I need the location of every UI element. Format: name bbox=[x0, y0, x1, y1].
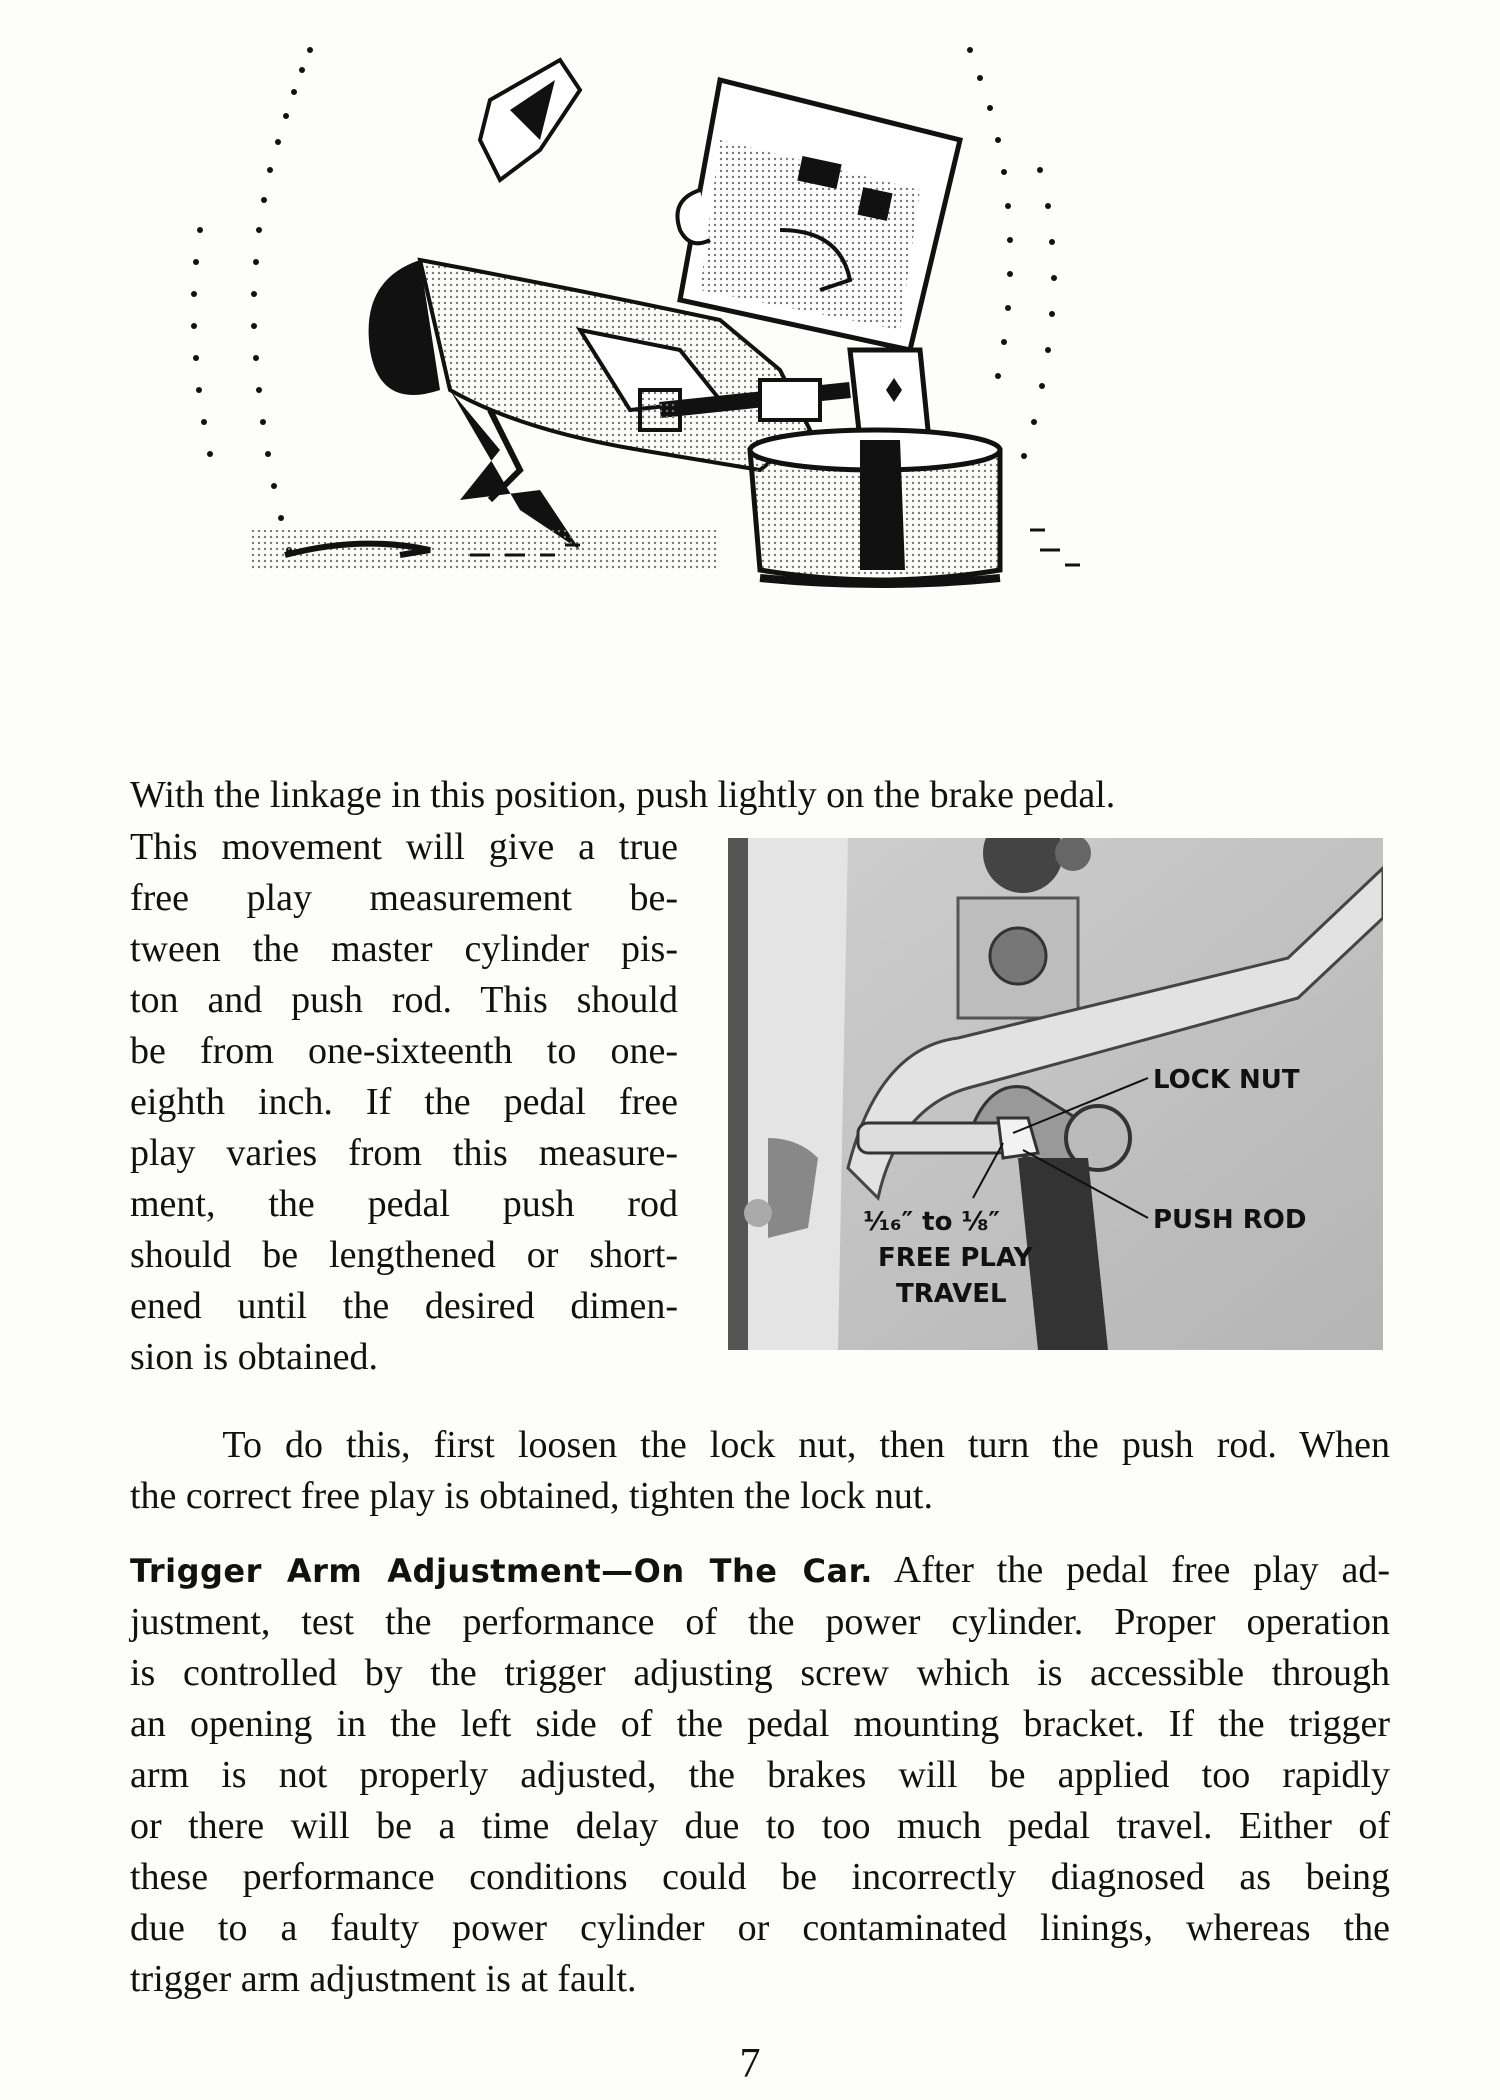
text-line: play varies from this measure- bbox=[130, 1132, 678, 1174]
text-line: trigger arm adjustment is at fault. bbox=[130, 1958, 637, 2000]
paragraph-trigger-arm bbox=[130, 1545, 1390, 2005]
text-line: This movement will give a true bbox=[130, 826, 678, 868]
text-line: free play measurement be- bbox=[130, 877, 678, 919]
text-line: should be lengthened or short- bbox=[130, 1234, 678, 1276]
text-line bbox=[130, 1545, 1390, 1597]
paragraph-lock-nut bbox=[130, 1420, 1390, 1522]
motion-dots-left bbox=[191, 47, 313, 553]
text-line: due to a faulty power cylinder or contaminated linings, whereas the bbox=[130, 1907, 1390, 1949]
travel-label-line3: TRAVEL bbox=[896, 1279, 1007, 1309]
text-line: these performance conditions could be incorrectly diagnosed as being bbox=[130, 1856, 1390, 1898]
text-line: sion is obtained. bbox=[130, 1336, 379, 1378]
text-line: arm is not properly adjusted, the brakes will be applied too rapidly bbox=[130, 1754, 1390, 1796]
text-line: eighth inch. If the pedal free bbox=[130, 1081, 678, 1123]
text-line: tween the master cylinder pis- bbox=[130, 928, 678, 970]
text-line: ton and push rod. This should bbox=[130, 979, 678, 1021]
section-heading: Trigger Arm Adjustment—On The Car. bbox=[130, 1552, 873, 1590]
intro-wrapped-text bbox=[130, 822, 678, 1383]
text-line-content: After the pedal free play ad- bbox=[893, 1549, 1391, 1591]
travel-label-line2: FREE PLAY bbox=[878, 1243, 1033, 1273]
lock-nut-label: LOCK NUT bbox=[1153, 1065, 1300, 1095]
text-line: be from one-sixteenth to one- bbox=[130, 1030, 678, 1072]
text-line: the correct free play is obtained, tighten the lock nut. bbox=[130, 1475, 933, 1517]
text-line: ment, the pedal push rod bbox=[130, 1183, 678, 1225]
text-line: an opening in the left side of the pedal mounting bracket. If the trigger bbox=[130, 1703, 1390, 1745]
text-line: is controlled by the trigger adjusting screw which is accessible through bbox=[130, 1652, 1390, 1694]
travel-label-line1: ¹⁄₁₆″ to ⅛″ bbox=[863, 1207, 1001, 1237]
pedal-linkage-photo bbox=[728, 838, 1383, 1350]
text-line-content: To do this, first loosen the lock nut, then turn the push rod. When bbox=[222, 1424, 1390, 1466]
text-line bbox=[130, 1420, 1390, 1471]
text-line: justment, test the performance of the power cylinder. Proper operation bbox=[130, 1601, 1390, 1643]
text-line: or there will be a time delay due to too much pedal travel. Either of bbox=[130, 1805, 1390, 1847]
text-line: ened until the desired dimen- bbox=[130, 1285, 678, 1327]
motion-dots-right bbox=[967, 47, 1057, 459]
intro-first-line: With the linkage in this position, push lightly on the brake pedal. bbox=[130, 774, 1116, 816]
page-number: 7 bbox=[739, 2041, 761, 2087]
cartoon-illustration bbox=[160, 30, 1160, 770]
push-rod-label: PUSH ROD bbox=[1153, 1205, 1307, 1235]
